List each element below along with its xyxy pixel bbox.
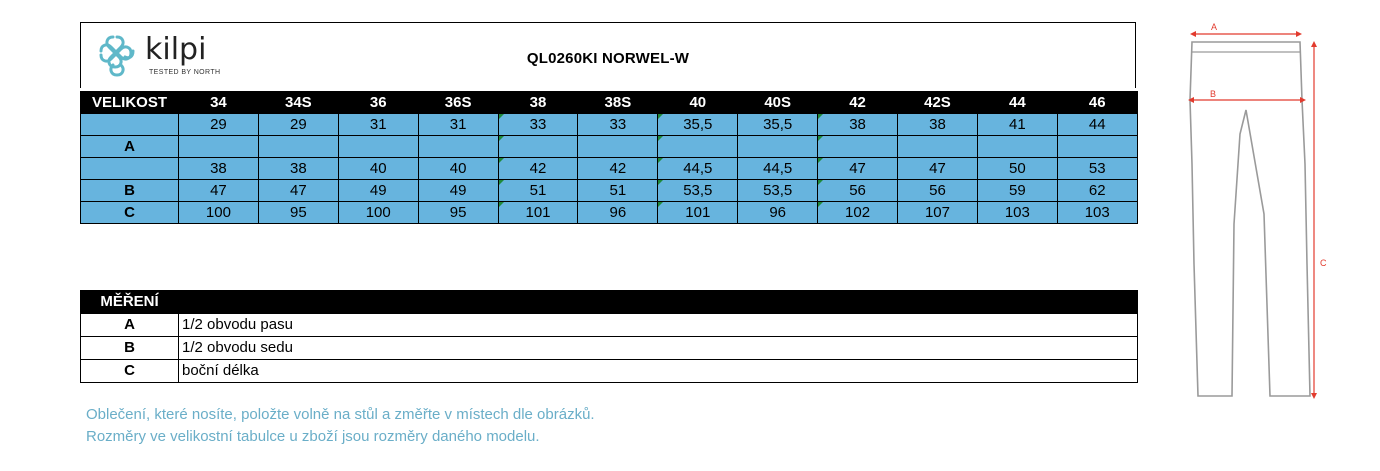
size-value-cell: 51 (578, 180, 658, 202)
product-title-text: QL0260KI NORWEL-W (526, 50, 690, 67)
size-value-cell: 56 (818, 180, 898, 202)
size-value-cell (658, 136, 738, 158)
size-header-label: VELIKOST (81, 92, 179, 114)
size-header-cell: 42 (818, 92, 898, 114)
size-value-cell (338, 136, 418, 158)
size-value-cell: 47 (898, 158, 978, 180)
size-header-cell: 46 (1057, 92, 1137, 114)
size-value-cell: 101 (498, 202, 578, 224)
pants-outline (1190, 42, 1310, 396)
size-value-cell: 38 (179, 158, 259, 180)
size-value-cell: 33 (498, 114, 578, 136)
size-value-cell: 35,5 (658, 114, 738, 136)
label-a: A (1211, 22, 1218, 32)
size-value-cell: 42 (498, 158, 578, 180)
size-header-cell: 38S (578, 92, 658, 114)
size-value-cell (977, 136, 1057, 158)
size-row (81, 158, 1138, 180)
brand-name: kilpi (145, 32, 207, 67)
size-value-cell: 47 (818, 158, 898, 180)
size-value-cell: 40 (338, 158, 418, 180)
product-title (81, 50, 1135, 67)
size-row-label: B (81, 180, 179, 202)
size-value-cell (258, 136, 338, 158)
size-header-cell: 34S (258, 92, 338, 114)
size-value-cell: 56 (898, 180, 978, 202)
size-row-label (81, 114, 179, 136)
size-value-cell: 31 (338, 114, 418, 136)
legend-row (81, 360, 1138, 383)
size-value-cell (578, 136, 658, 158)
size-value-cell: 42 (578, 158, 658, 180)
size-value-cell: 44 (1057, 114, 1137, 136)
chart-header (80, 22, 1136, 88)
size-value-cell: 41 (977, 114, 1057, 136)
arrow-c (1311, 41, 1317, 399)
size-header-cell: 34 (179, 92, 259, 114)
size-table (80, 91, 1138, 224)
size-value-cell: 59 (977, 180, 1057, 202)
size-row-label: A (81, 136, 179, 158)
size-row (81, 180, 1138, 202)
label-c: C (1320, 258, 1327, 268)
size-value-cell: 103 (977, 202, 1057, 224)
size-value-cell: 53,5 (658, 180, 738, 202)
size-row (81, 136, 1138, 158)
size-value-cell: 53,5 (738, 180, 818, 202)
size-value-cell: 96 (578, 202, 658, 224)
size-table-body (81, 114, 1138, 224)
size-value-cell (179, 136, 259, 158)
size-value-cell: 62 (1057, 180, 1137, 202)
size-row-label: C (81, 202, 179, 224)
size-value-cell (1057, 136, 1137, 158)
size-value-cell: 107 (898, 202, 978, 224)
size-value-cell: 47 (179, 180, 259, 202)
size-value-cell: 40 (418, 158, 498, 180)
legend-header-label: MĚŘENÍ (81, 291, 179, 314)
legend-code: B (81, 337, 179, 360)
size-value-cell: 95 (258, 202, 338, 224)
measurement-legend (80, 290, 1138, 383)
size-value-cell: 102 (818, 202, 898, 224)
size-value-cell: 33 (578, 114, 658, 136)
brand-tagline: TESTED BY NORTH (149, 69, 221, 76)
legend-description: boční délka (179, 360, 1138, 383)
size-value-cell: 29 (258, 114, 338, 136)
legend-description: 1/2 obvodu pasu (179, 314, 1138, 337)
size-value-cell: 96 (738, 202, 818, 224)
measurement-notes (86, 404, 595, 448)
size-value-cell (898, 136, 978, 158)
size-header-cell: 40S (738, 92, 818, 114)
label-b: B (1210, 89, 1217, 99)
size-value-cell (818, 136, 898, 158)
size-value-cell: 44,5 (658, 158, 738, 180)
size-value-cell (738, 136, 818, 158)
pants-diagram (1170, 14, 1350, 404)
size-header-cell: 36 (338, 92, 418, 114)
size-value-cell: 100 (179, 202, 259, 224)
legend-description: 1/2 obvodu sedu (179, 337, 1138, 360)
size-value-cell: 49 (418, 180, 498, 202)
size-header-cell: 44 (977, 92, 1057, 114)
legend-code: C (81, 360, 179, 383)
size-row (81, 114, 1138, 136)
size-value-cell: 29 (179, 114, 259, 136)
size-header-row (81, 92, 1138, 114)
size-value-cell: 101 (658, 202, 738, 224)
size-value-cell: 38 (818, 114, 898, 136)
size-value-cell: 38 (898, 114, 978, 136)
legend-code: A (81, 314, 179, 337)
size-header-cell: 36S (418, 92, 498, 114)
size-value-cell (418, 136, 498, 158)
size-value-cell: 35,5 (738, 114, 818, 136)
size-row (81, 202, 1138, 224)
size-value-cell: 53 (1057, 158, 1137, 180)
size-header-cell: 40 (658, 92, 738, 114)
size-value-cell: 103 (1057, 202, 1137, 224)
size-value-cell: 38 (258, 158, 338, 180)
size-value-cell: 100 (338, 202, 418, 224)
legend-row (81, 337, 1138, 360)
size-value-cell: 44,5 (738, 158, 818, 180)
size-header-cell: 42S (898, 92, 978, 114)
legend-header-blank (179, 291, 1138, 314)
size-value-cell: 51 (498, 180, 578, 202)
size-value-cell: 50 (977, 158, 1057, 180)
size-value-cell: 95 (418, 202, 498, 224)
note-line: Oblečení, které nosíte, položte volně na stůl a změřte v místech dle obrázků. (86, 406, 595, 423)
legend-row (81, 314, 1138, 337)
size-value-cell: 47 (258, 180, 338, 202)
arrow-a (1190, 31, 1302, 37)
size-value-cell: 49 (338, 180, 418, 202)
size-value-cell (498, 136, 578, 158)
size-header-cell: 38 (498, 92, 578, 114)
size-value-cell: 31 (418, 114, 498, 136)
size-row-label (81, 158, 179, 180)
note-line: Rozměry ve velikostní tabulce u zboží jsou rozměry daného modelu. (86, 428, 540, 445)
legend-header-row (81, 291, 1138, 314)
